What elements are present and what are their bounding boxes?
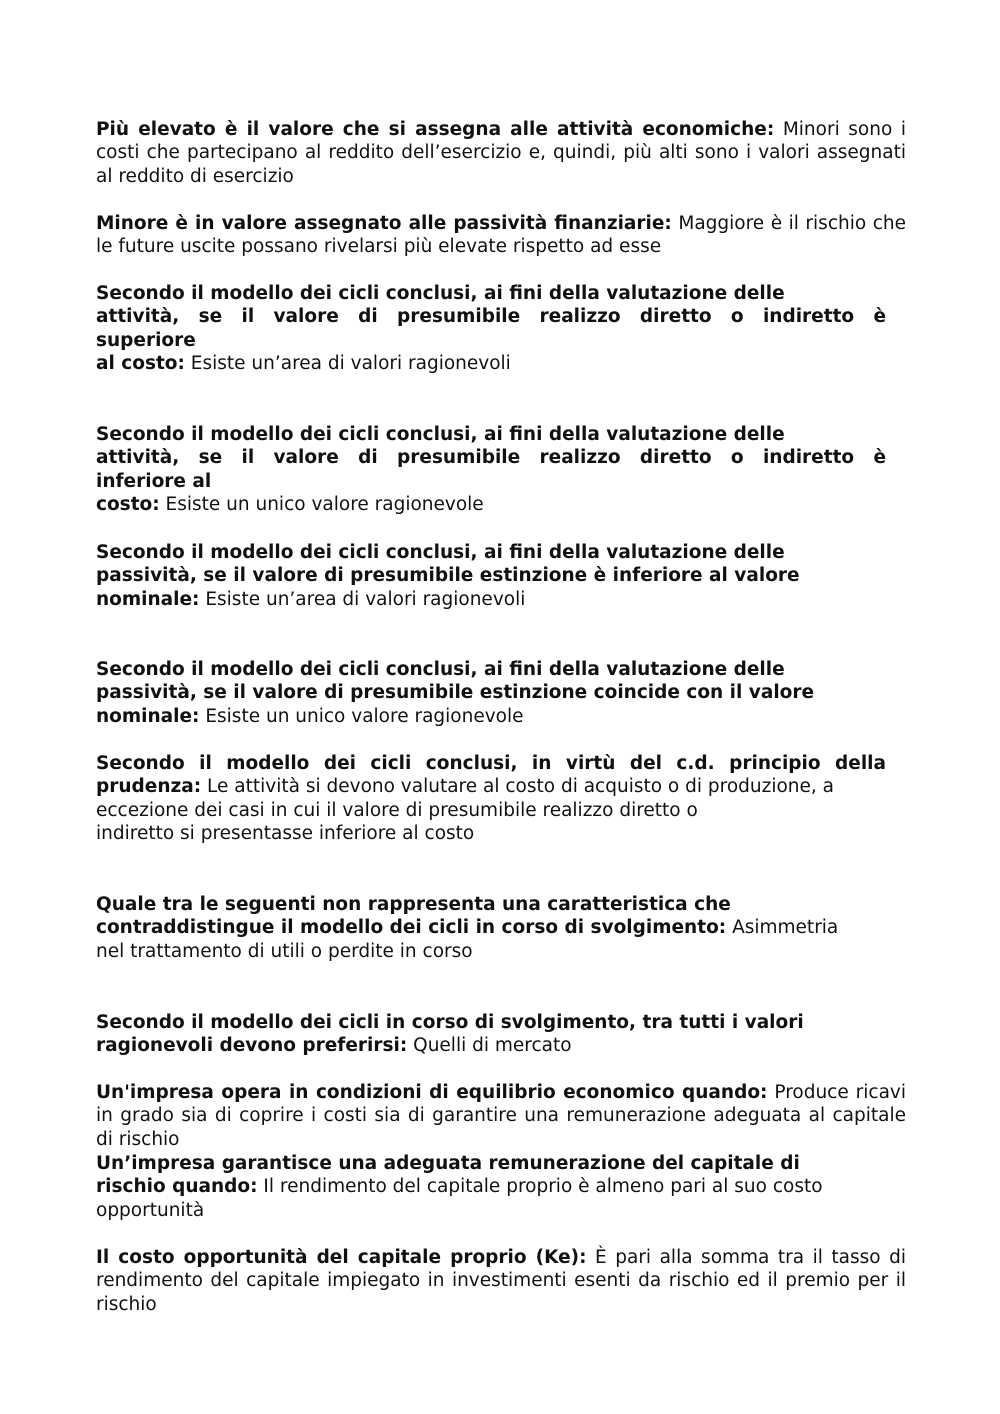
question-text: contraddistingue il modello dei cicli in corso di svolgimento: bbox=[96, 917, 727, 939]
qa-item-11 bbox=[96, 1152, 906, 1222]
question-text: costo: bbox=[96, 493, 160, 515]
question-line: Secondo il modello dei cicli conclusi, ai fini della valutazione delle bbox=[96, 542, 785, 563]
question-line: Secondo il modello dei cicli in corso di svolgimento, tra tutti i valori bbox=[96, 1012, 804, 1033]
question-line: inferiore al bbox=[96, 470, 212, 492]
answer-text: Produce ricavi in grado sia di coprire i costi sia di garantire una remunerazione adeguata al capitale di rischio bbox=[96, 1082, 906, 1150]
qa-item-12 bbox=[96, 1246, 906, 1316]
question-line: passività, se il valore di presumibile estinzione è inferiore al valore bbox=[96, 565, 800, 587]
question-line: Secondo il modello dei cicli conclusi, ai fini della valutazione delle bbox=[96, 424, 785, 445]
answer-text: Asimmetria bbox=[732, 917, 839, 939]
question-text: Il costo opportunità del capitale proprio (Ke): bbox=[96, 1247, 587, 1268]
question-text: prudenza: bbox=[96, 776, 202, 798]
question-text: al costo: bbox=[96, 352, 185, 374]
qa-item-8 bbox=[96, 893, 906, 963]
qa-item-3 bbox=[96, 282, 886, 375]
answer-line: indiretto si presentasse inferiore al costo bbox=[96, 822, 475, 844]
answer-text: È pari alla somma tra il tasso di rendimento del capitale impiegato in investimenti esenti da rischio ed il premio per il rischio bbox=[96, 1247, 906, 1315]
answer-text: Minori sono i costi che partecipano al reddito dell’esercizio e, quindi, più alti sono i valori assegnati al reddito di esercizio bbox=[96, 119, 906, 187]
qa-item-1 bbox=[96, 118, 906, 188]
question-text: ragionevoli devono preferirsi: bbox=[96, 1035, 408, 1057]
question-line: Quale tra le seguenti non rappresenta una caratteristica che bbox=[96, 894, 731, 915]
qa-item-9 bbox=[96, 1011, 906, 1058]
answer-text: Esiste un unico valore ragionevole bbox=[165, 493, 484, 515]
qa-item-2 bbox=[96, 212, 906, 259]
qa-item-6 bbox=[96, 658, 906, 728]
qa-item-4 bbox=[96, 423, 886, 516]
qa-item-5 bbox=[96, 541, 906, 611]
question-line: attività, se il valore di presumibile realizzo diretto o indiretto è bbox=[96, 306, 886, 328]
question-text: Un'impresa opera in condizioni di equilibrio economico quando: bbox=[96, 1082, 768, 1103]
question-line: passività, se il valore di presumibile estinzione coincide con il valore bbox=[96, 682, 815, 704]
qa-item-10 bbox=[96, 1081, 906, 1151]
question-line: Un’impresa garantisce una adeguata remunerazione del capitale di bbox=[96, 1153, 800, 1174]
answer-text: Esiste un’area di valori ragionevoli bbox=[205, 588, 526, 610]
question-line: superiore bbox=[96, 329, 196, 351]
question-line: attività, se il valore di presumibile realizzo diretto o indiretto è bbox=[96, 447, 886, 469]
answer-line: nel trattamento di utili o perdite in corso bbox=[96, 940, 473, 962]
answer-text: Il rendimento del capitale proprio è almeno pari al suo costo opportunità bbox=[96, 1176, 823, 1221]
question-line: Secondo il modello dei cicli conclusi, in virtù del c.d. principio della bbox=[96, 753, 886, 774]
qa-item-7 bbox=[96, 752, 886, 845]
question-text: Più elevato è il valore che si assegna alle attività economiche: bbox=[96, 119, 775, 140]
question-text: nominale: bbox=[96, 588, 200, 610]
question-text: nominale: bbox=[96, 705, 200, 727]
question-text: rischio quando: bbox=[96, 1176, 258, 1198]
answer-line: eccezione dei casi in cui il valore di presumibile realizzo diretto o bbox=[96, 799, 698, 821]
question-line: Secondo il modello dei cicli conclusi, ai fini della valutazione delle bbox=[96, 283, 785, 304]
answer-text: Esiste un’area di valori ragionevoli bbox=[190, 352, 511, 374]
answer-text: Quelli di mercato bbox=[413, 1035, 572, 1057]
question-text: Minore è in valore assegnato alle passività finanziarie: bbox=[96, 213, 672, 234]
answer-text: Le attività si devono valutare al costo di acquisto o di produzione, a bbox=[207, 776, 834, 798]
answer-text: Maggiore è il rischio che le future uscite possano rivelarsi più elevate rispetto ad esse bbox=[96, 213, 906, 258]
answer-text: Esiste un unico valore ragionevole bbox=[205, 705, 524, 727]
question-line: Secondo il modello dei cicli conclusi, ai fini della valutazione delle bbox=[96, 659, 785, 680]
